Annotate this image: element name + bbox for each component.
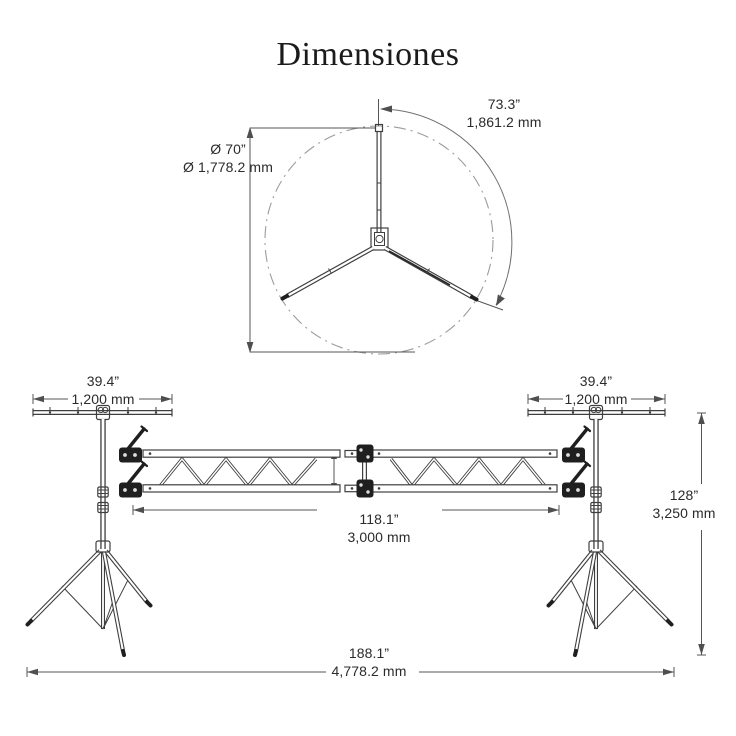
span-dimension-inches: 73.3” [487, 96, 521, 112]
right-tbar-dimension-inches: 39.4” [579, 373, 613, 389]
truss-length-dimension-inches: 118.1” [359, 511, 399, 527]
right-tbar-dimension-label [536, 373, 656, 408]
right-tripod-base [549, 541, 672, 655]
truss-web-left [160, 459, 316, 486]
truss-bottom-chord-left [143, 485, 340, 492]
overall-width-dimension-inches: 188.1” [348, 645, 390, 661]
truss-length-dimension-mm: 3,000 mm [347, 528, 411, 545]
truss-top-chord-right [372, 450, 557, 457]
diameter-dimension-mm: Ø 1,778.2 mm [183, 158, 273, 175]
right-stand [528, 406, 672, 656]
height-dimension-label [624, 487, 736, 522]
top-view-mast [376, 125, 383, 234]
right-tbar-dimension-mm: 1,200 mm [564, 390, 628, 407]
left-tbar-dimension-inches: 39.4” [86, 373, 120, 389]
left-tbar-dimension-label [43, 373, 163, 408]
truss-bottom-chord-right [372, 485, 557, 492]
diameter-dimension-label [163, 141, 293, 176]
span-dimension-mm: 1,861.2 mm [466, 113, 542, 130]
truss-length-dimension-label [319, 511, 439, 546]
span-dimension-label [444, 96, 564, 131]
left-tripod-base [28, 541, 151, 655]
truss-top-chord-left [143, 450, 340, 457]
height-dimension-mm: 3,250 mm [652, 504, 716, 521]
overall-width-dimension-mm: 4,778.2 mm [331, 662, 407, 679]
truss-clamps-right [562, 427, 590, 498]
top-view-right-leg [385, 248, 477, 300]
truss-centre-joint [357, 445, 374, 498]
page-title: Dimensiones [276, 36, 460, 73]
top-view-left-leg [283, 248, 374, 299]
overall-width-dimension-label [309, 645, 429, 680]
height-dimension-inches: 128” [669, 487, 699, 503]
right-pole [591, 419, 601, 549]
truss-web-right [391, 459, 545, 486]
truss-bolt-dots [149, 452, 552, 489]
height-dimension-lines [697, 413, 706, 655]
left-tbar-dimension-mm: 1,200 mm [71, 390, 135, 407]
top-view [247, 99, 512, 354]
truss [119, 427, 590, 498]
left-stand [28, 406, 173, 656]
diameter-dimension-inches: Ø 70” [210, 141, 246, 157]
left-pole [98, 419, 108, 549]
